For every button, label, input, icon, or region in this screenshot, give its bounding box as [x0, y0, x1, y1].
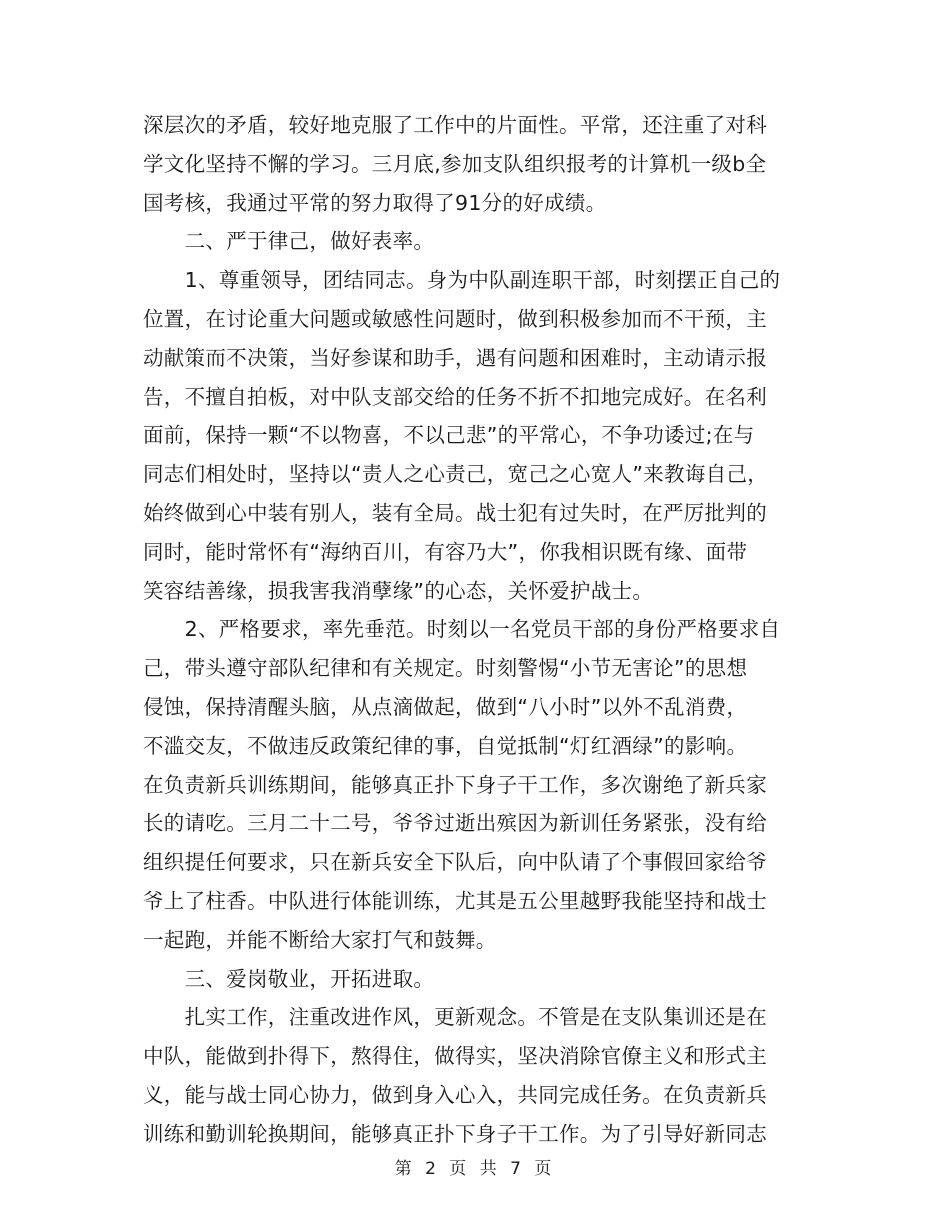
text-line: 长的请吃。三月二十二号，爷爷过逝出殡因为新训任务紧张，没有给: [143, 811, 767, 836]
text-line: 笑容结善缘，损我害我消孽缘”的心态，关怀爱护战士。: [143, 578, 654, 603]
section-heading: 二、严于律己，做好表率。: [143, 229, 435, 254]
text-line: 侵蚀，保持清醒头脑，从点滴做起，做到“八小时”以外不乱消费，: [143, 694, 748, 719]
page-number-label: 第 2 页 共 7 页: [394, 1159, 556, 1179]
text-line: 始终做到心中装有别人，装有全局。战士犯有过失时，在严厉批判的: [143, 500, 767, 525]
text-line: 同时，能时常怀有“海纳百川，有容乃大”，你我相识既有缘、面带: [143, 539, 748, 564]
text-line: 一起跑，并能不断给大家打气和鼓舞。: [143, 927, 497, 952]
text-line: 己，带头遵守部队纪律和有关规定。时刻警惕“小节无害论”的思想: [143, 656, 748, 681]
text-line: 位置，在讨论重大问题或敏感性问题时，做到积极参加而不干预，主: [143, 306, 767, 331]
text-line: 告，不擅自拍板，对中队支部交给的任务不折不扣地完成好。在名利: [143, 384, 767, 409]
text-line: 国考核，我通过平常的努力取得了91分的好成绩。: [143, 190, 607, 215]
text-line: 义，能与战士同心协力，做到身入心入，共同完成任务。在负责新兵: [143, 1082, 767, 1107]
text-line: 动献策而不决策，当好参谋和助手，遇有问题和困难时，主动请示报: [143, 345, 767, 370]
text-line: 在负责新兵训练期间，能够真正扑下身子干工作，多次谢绝了新兵家: [143, 772, 767, 797]
body-text: [143, 106, 807, 1154]
text-line: 训练和勤训轮换期间，能够真正扑下身子干工作。为了引导好新同志: [143, 1121, 767, 1146]
text-line: 同志们相处时，坚持以“责人之心责己，宽己之心宽人”来教诲自己，: [143, 462, 769, 487]
text-line: 不滥交友，不做违反政策纪律的事，自觉抵制“灯红酒绿”的影响。: [143, 733, 748, 758]
text-line: 2、严格要求，率先垂范。时刻以一名党员干部的身份严格要求自: [143, 617, 781, 642]
text-line: 学文化坚持不懈的学习。三月底,参加支队组织报考的计算机一级b全: [143, 151, 767, 176]
text-line: 1、尊重领导，团结同志。身为中队副连职干部，时刻摆正自己的: [143, 268, 781, 293]
text-line: 中队，能做到扑得下，熬得住，做得实，坚决消除官僚主义和形式主: [143, 1044, 767, 1069]
text-line: 面前，保持一颗“不以物喜，不以己悲”的平常心，不争功诿过;在与: [143, 423, 755, 448]
text-line: 组织提任何要求，只在新兵安全下队后，向中队请了个事假回家给爷: [143, 850, 767, 875]
page-footer: [0, 1154, 950, 1179]
section-heading: 三、爱岗敬业，开拓进取。: [143, 966, 435, 991]
text-line: 爷上了柱香。中队进行体能训练，尤其是五公里越野我能坚持和战士: [143, 888, 767, 913]
text-line: 扎实工作，注重改进作风，更新观念。不管是在支队集训还是在: [143, 1005, 767, 1030]
text-line: 深层次的矛盾，较好地克服了工作中的片面性。平常，还注重了对科: [143, 113, 767, 137]
